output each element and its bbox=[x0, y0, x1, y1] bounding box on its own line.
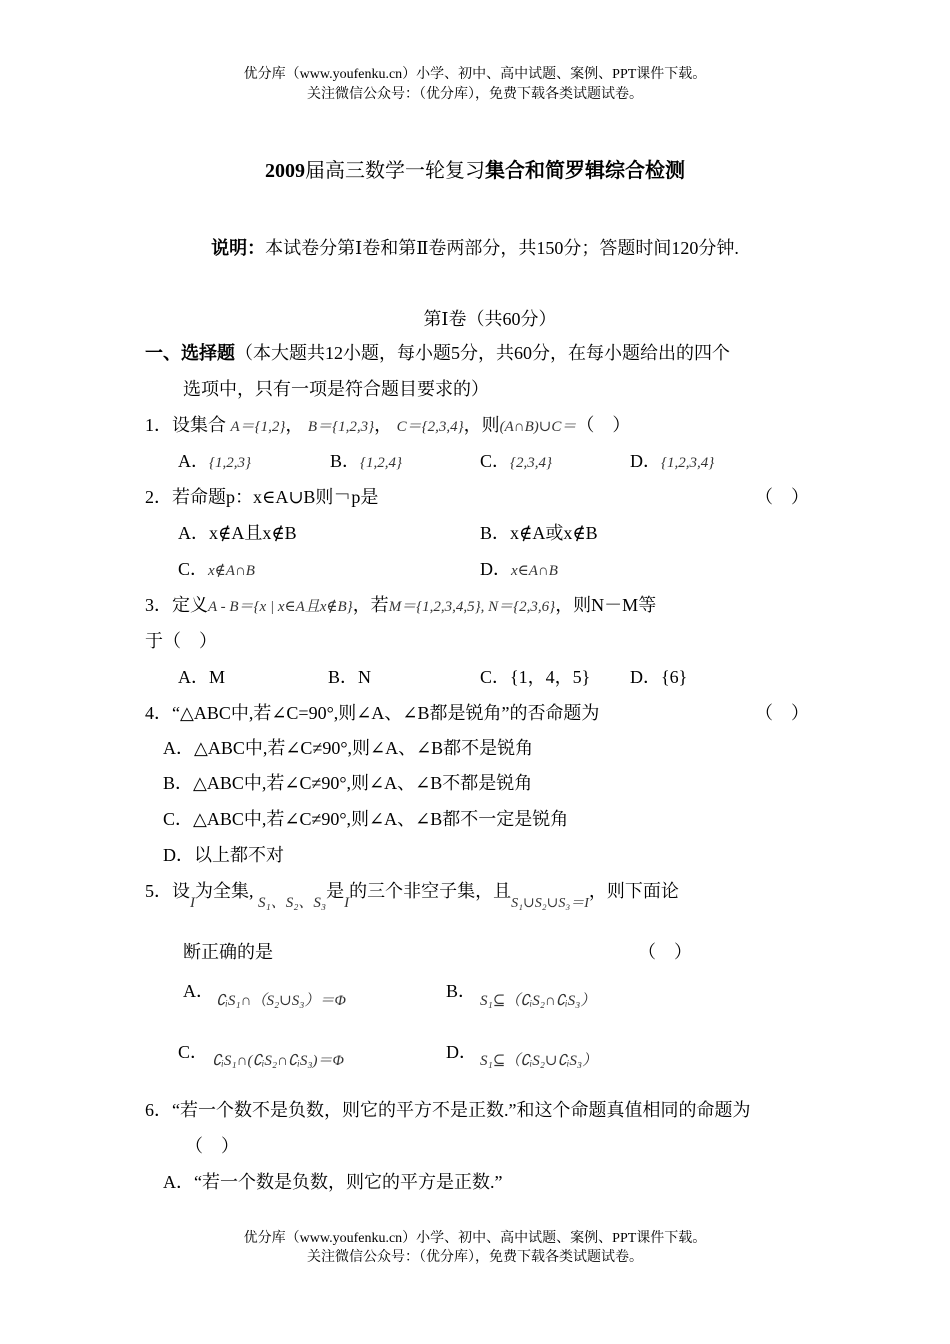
q3-text-1: 定义 bbox=[172, 595, 208, 615]
q1-then: ，则 bbox=[463, 415, 500, 435]
question-6 bbox=[145, 1099, 750, 1121]
q5-option-c: ∁ᵢS₁∩(∁ᵢS₂∩∁ᵢS₃)＝Φ bbox=[212, 1053, 344, 1069]
question-2 bbox=[145, 486, 378, 508]
q2-number: 2． bbox=[145, 487, 172, 507]
q1-set-b: B＝{1,2,3} bbox=[307, 419, 375, 435]
q5-line-2: 断正确的是 bbox=[183, 942, 273, 962]
q3-definition: A - B＝{x | x∈A且x∉B} bbox=[208, 599, 353, 615]
q1-sep-2: ， bbox=[374, 415, 393, 435]
section-desc-1: （本大题共12小题，每小题5分，共60分，在每小题给出的四个 bbox=[235, 343, 730, 363]
volume-heading: 第Ⅰ卷（共60分） bbox=[423, 309, 557, 329]
q5-union: S₁∪S₂∪S₃＝I bbox=[511, 896, 589, 911]
q4-option-c: C．△ABC中,若∠C≠90°,则∠A、∠B都不一定是锐角 bbox=[163, 809, 569, 829]
q2-paren: （ ） bbox=[755, 487, 809, 507]
q5-text-1: 设 bbox=[172, 881, 190, 901]
q2-option-b: B．x∉A或x∉B bbox=[480, 523, 598, 543]
q5-text-2: 为全集, bbox=[195, 881, 254, 901]
header-line-2: 关注微信公众号：（优分库），免费下载各类试题试卷。 bbox=[307, 87, 643, 102]
header-line-1: 优分库（www.youfenku.cn）小学、初中、高中试题、案例、PPT课件下载。 bbox=[243, 67, 707, 82]
q2-option-c: C．x∉A∩B bbox=[178, 559, 255, 579]
q5-option-d: S₁⊆（∁ᵢS₂∪∁ᵢS₃） bbox=[480, 1053, 598, 1069]
q3-option-a: A．M bbox=[178, 667, 226, 687]
q1-option-b: B．{1,2,4} bbox=[330, 451, 403, 471]
q4-text: “△ABC中,若∠C=90°,则∠A、∠B都是锐角”的否命题为 bbox=[172, 703, 600, 723]
q5-paren: （ ） bbox=[638, 942, 692, 962]
q4-paren: （ ） bbox=[755, 703, 809, 723]
q1-sep-1: ， bbox=[285, 415, 304, 435]
q5-option-c-label: C． bbox=[178, 1042, 209, 1062]
q5-text-4: 的三个非空子集，且 bbox=[349, 881, 512, 901]
q4-number: 4． bbox=[145, 703, 172, 723]
q5-option-b: S₁⊆（∁ᵢS₂∩∁ᵢS₃） bbox=[480, 993, 596, 1009]
q3-sets: M＝{1,2,3,4,5}, N＝{2,3,6} bbox=[388, 599, 556, 615]
q5-option-a-label: A． bbox=[183, 981, 214, 1001]
page-title bbox=[0, 158, 950, 184]
q3-number: 3． bbox=[145, 595, 172, 615]
note-label: 说明： bbox=[211, 238, 266, 258]
title-topic: 集合和简罗辑综合检测 bbox=[485, 160, 685, 182]
q2-option-d: D．x∈A∩B bbox=[480, 559, 558, 579]
q1-number: 1． bbox=[145, 415, 172, 435]
footer-line-1: 优分库（www.youfenku.cn）小学、初中、高中试题、案例、PPT课件下载。 bbox=[243, 1231, 707, 1246]
q1-set-a: A＝{1,2} bbox=[230, 419, 286, 435]
q5-text-3: 是 bbox=[326, 881, 345, 901]
q4-option-a: A．△ABC中,若∠C≠90°,则∠A、∠B都不是锐角 bbox=[163, 738, 534, 758]
q3-text-3: ，则N－M等 bbox=[555, 595, 657, 615]
q1-option-c: C．{2,3,4} bbox=[480, 451, 553, 471]
question-4 bbox=[145, 702, 599, 724]
note-text: 本试卷分第Ⅰ卷和第Ⅱ卷两部分，共150分；答题时间120分钟. bbox=[265, 238, 739, 258]
exam-note bbox=[0, 234, 950, 260]
title-year: 2009 bbox=[265, 160, 305, 182]
section-label: 一、选择题 bbox=[145, 343, 235, 363]
q5-text-5: ，则下面论 bbox=[588, 881, 679, 901]
q5-option-d-label: D． bbox=[446, 1042, 477, 1062]
section-heading bbox=[145, 342, 730, 364]
q3-line-2: 于（ ） bbox=[145, 631, 217, 651]
question-5 bbox=[145, 880, 679, 911]
q1-expr: (A∩B)∪C＝ bbox=[499, 419, 577, 435]
q5-universal-2: I bbox=[344, 895, 350, 911]
q5-universal-1: I bbox=[190, 895, 195, 911]
q3-text-2: ，若 bbox=[352, 595, 389, 615]
q1-option-d: D．{1,2,3,4} bbox=[630, 451, 715, 471]
q5-option-b-label: B． bbox=[446, 981, 477, 1001]
title-middle: 届高三数学一轮复习 bbox=[305, 160, 485, 182]
q3-option-d: D．{6} bbox=[630, 667, 688, 687]
q1-set-c: C＝{2,3,4} bbox=[396, 419, 464, 435]
question-1 bbox=[145, 414, 630, 438]
q6-text: “若一个数不是负数，则它的平方不是正数.”和这个命题真值相同的命题为 bbox=[172, 1100, 751, 1120]
q4-option-d: D．以上都不对 bbox=[163, 845, 284, 865]
q6-option-a: A．“若一个数是负数，则它的平方是正数.” bbox=[163, 1172, 503, 1192]
q6-number: 6． bbox=[145, 1100, 172, 1120]
q5-subsets: S₁、S₂、S₃ bbox=[258, 895, 327, 911]
section-desc-2: 选项中，只有一项是符合题目要求的） bbox=[183, 379, 489, 399]
q3-option-c: C．{1，4，5} bbox=[480, 667, 591, 687]
q5-option-a: ∁ᵢS₁∩（S₂∪S₃）＝Φ bbox=[216, 993, 346, 1009]
q1-option-a: A．{1,2,3} bbox=[178, 451, 251, 471]
q3-option-b: B．N bbox=[328, 667, 372, 687]
footer-line-2: 关注微信公众号：（优分库），免费下载各类试题试卷。 bbox=[307, 1250, 643, 1265]
q2-text: 若命题p：x∈A∪B则￢p是 bbox=[172, 487, 379, 507]
q4-option-b: B．△ABC中,若∠C≠90°,则∠A、∠B不都是锐角 bbox=[163, 773, 533, 793]
q2-option-a: A．x∉A且x∉B bbox=[178, 523, 297, 543]
q1-paren: （ ） bbox=[576, 415, 631, 435]
q6-paren: （ ） bbox=[185, 1136, 239, 1156]
q5-number: 5． bbox=[145, 881, 172, 901]
question-3 bbox=[145, 594, 656, 618]
q1-text: 设集合 bbox=[172, 415, 226, 435]
